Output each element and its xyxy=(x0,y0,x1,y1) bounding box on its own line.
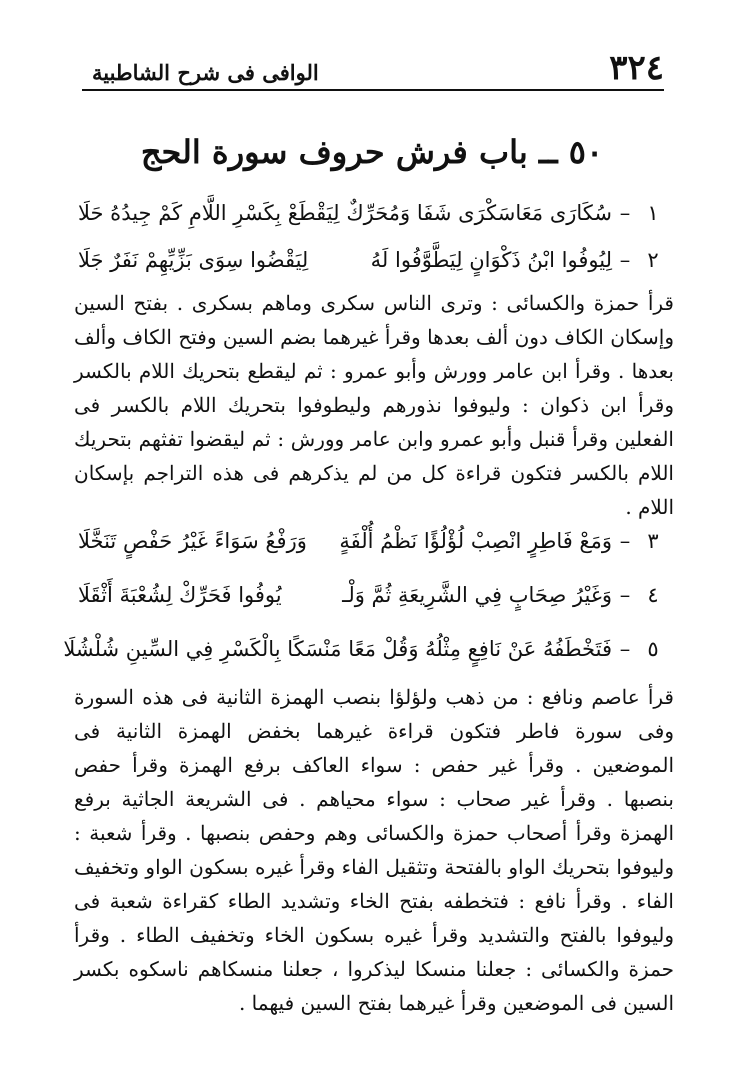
verse-line xyxy=(78,196,668,230)
page-header xyxy=(82,42,664,88)
verse-line xyxy=(78,578,668,612)
verse-number: ٢ xyxy=(647,248,659,272)
verse-first-hemistich: وَغَيْرُ صِحَابٍ فِي الشَّرِيعَةِ ثُمَّ وَلْـ xyxy=(342,583,612,607)
verse-dash: – xyxy=(619,248,631,272)
verse-second-hemistich: يُوفُوا فَحَرِّكْ لِشُعْبَةَ أَثْقَلَا xyxy=(78,583,282,607)
verse-number: ٥ xyxy=(647,637,659,661)
commentary-paragraph: قرأ حمزة والكسائى : وترى الناس سكرى وماهم بسكرى . بفتح السين وإسكان الكاف دون ألف بعدها وقرأ غيرهما بضم السين وفتح الكاف وألف بعدها . وقرأ ابن عامر وورش وأبو عمرو : ثم ليقطع بتحريك اللام بالكسر وقرأ ابن ذكوان : وليوفوا نذورهم وليطوفوا بتحريك اللام بالكسر فى الفعلين وقرأ قنبل وأبو عمرو وابن عامر وورش : ثم ليقضوا تفثهم بتحريك اللام بالكسر فتكون قراءة كل من لم يذكرهم فى هذه التراجم بإسكان اللام . xyxy=(74,291,674,519)
verse-dash: – xyxy=(619,201,631,225)
verse-dash: – xyxy=(619,583,631,607)
verse-second-hemistich: مَعًا مَنْسَكًا بِالْكَسْرِ فِي السِّينِ شُلْشُلَا xyxy=(63,637,376,661)
verse-number: ٤ xyxy=(647,583,659,607)
verse-second-hemistich: لِيَقْضُوا سِوَى بَزِّيِّهِمْ نَفَرٌ جَلَا xyxy=(78,248,309,272)
verse-line xyxy=(63,632,668,666)
verse-number: ١ xyxy=(647,201,659,225)
page-number: ٣٢٤ xyxy=(609,48,664,88)
verse-second-hemistich: وَرَفْعُ سَوَاءً غَيْرُ حَفْصٍ تَنَخَّلَا xyxy=(78,529,307,553)
verse-line xyxy=(78,524,668,558)
verse-dash: – xyxy=(619,637,631,661)
running-title: الوافى فى شرح الشاطبية xyxy=(92,60,319,85)
verse-number: ٣ xyxy=(647,529,659,553)
verse-first-hemistich: لِيُوفُوا ابْنُ ذَكْوَانٍ لِيَطَّوَّفُوا لَهُ xyxy=(370,248,612,272)
verse-first-hemistich: سُكَارَى مَعَاسَكْرَى شَفَا وَمُحَرِّكٌ xyxy=(346,201,612,225)
verse-second-hemistich: لِيَقْطَعْ بِكَسْرِ اللَّامِ كَمْ جِيدُهُ حَلَا xyxy=(78,201,340,225)
chapter-title: ٥٠ ــ باب فرش حروف سورة الحج xyxy=(140,133,604,171)
verse-dash: – xyxy=(619,529,631,553)
header-rule xyxy=(82,89,664,91)
verse-line xyxy=(78,243,668,277)
verse-first-hemistich: وَمَعْ فَاطِرٍ انْصِبْ لُؤْلُؤًا نَظْمُ أُلْفَةٍ xyxy=(339,529,612,553)
verse-first-hemistich: فَتَخْطَفُهُ عَنْ نَافِعٍ مِثْلُهُ وَقُلْ xyxy=(382,637,612,661)
commentary-paragraph: قرأ عاصم ونافع : من ذهب ولؤلؤا بنصب الهمزة الثانية فى هذه السورة وفى سورة فاطر فتكون قراءة غيرهما بخفض الهمزة الثانية فى الموضعين . وقرأ غير حفص : سواء العاكف برفع الهمزة وقرأ حفص بنصبها . وقرأ غير صحاب : سواء محياهم . فى الشريعة الجاثية برفع الهمزة وقرأ أصحاب حمزة والكسائى وهم وحفص بنصبها . وقرأ شعبة : وليوفوا بتحريك الواو بالفتحة وتثقيل الفاء وقرأ غيره بسكون الواو وتخفيف الفاء . وقرأ نافع : فتخطفه بفتح الخاء وتشديد الطاء كقراءة شعبة فى وليوفوا بالفتح والتشديد وقرأ غيره بسكون الخاء وتخفيف الطاء . وقرأ حمزة والكسائى : جعلنا منسكا ليذكروا ، جعلنا منسكاهم ناسكوه بكسر السين فى الموضعين وقرأ غيرهما بفتح السين فيهما . xyxy=(74,685,674,1015)
